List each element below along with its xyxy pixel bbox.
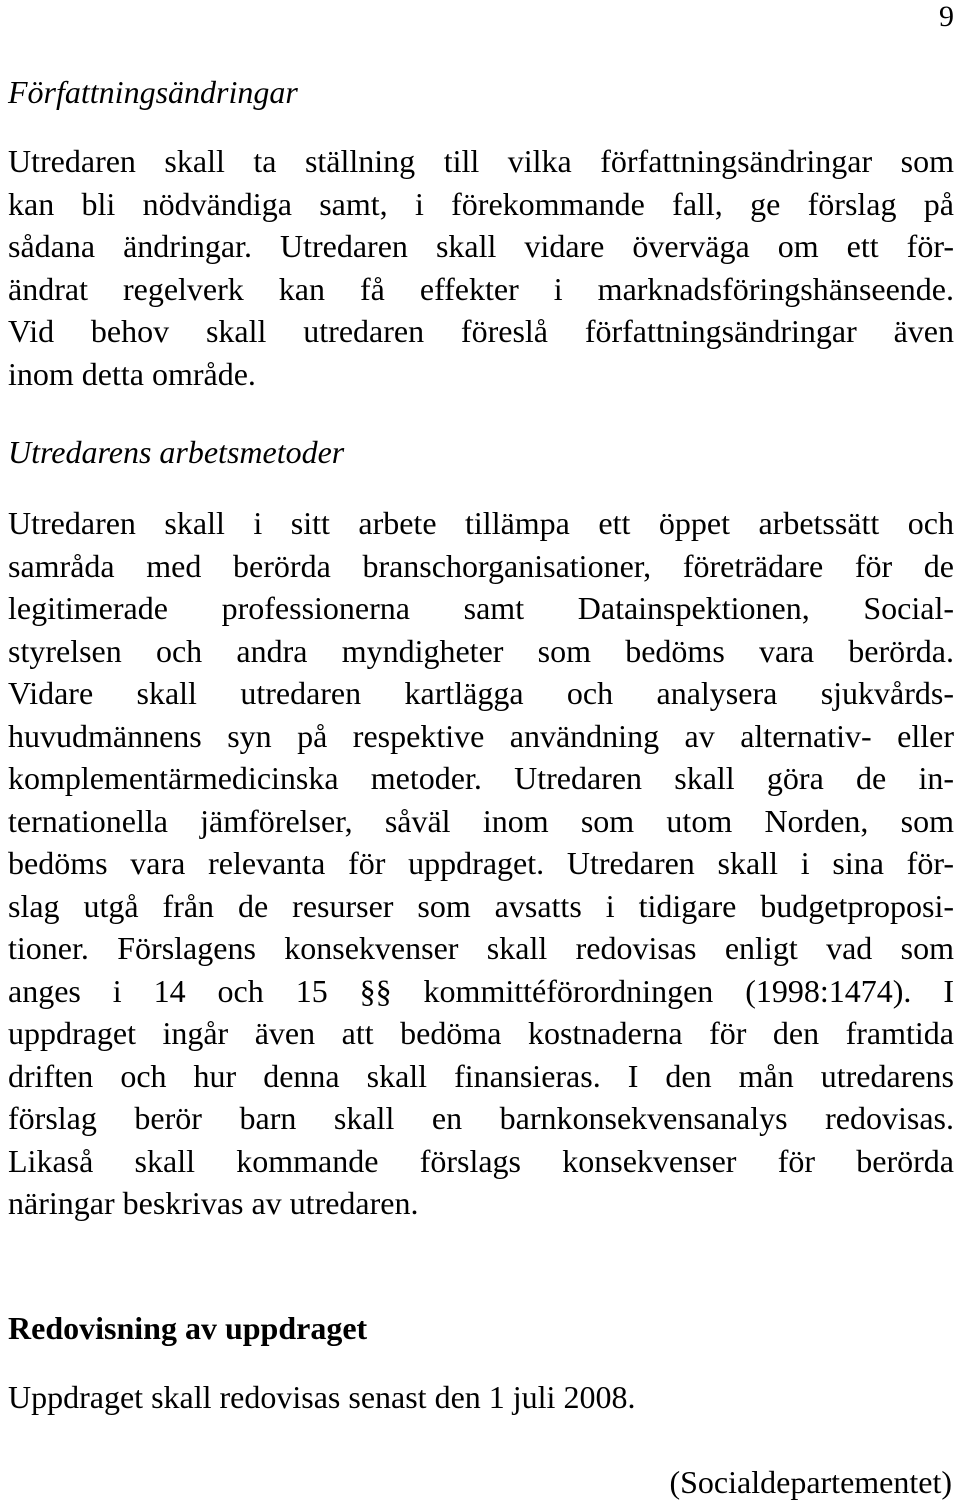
text-line: Utredaren skall i sitt arbete tillämpa ett öppet arbetssätt och xyxy=(8,505,954,541)
text-line: kan bli nödvändiga samt, i förekommande fall, ge förslag på xyxy=(8,185,954,222)
text-line: samråda med berörda branschorganisationer, företrädare för de xyxy=(8,547,954,584)
paragraph-methods xyxy=(8,502,954,1225)
paragraph-authoring-changes xyxy=(8,140,954,395)
text-line: Likaså skall kommande förslags konsekvenser för berörda xyxy=(8,1142,954,1179)
text-line: näringar beskrivas av utredaren. xyxy=(8,1185,419,1221)
text-line: förslag berör barn skall en barnkonsekvensanalys redovisas. xyxy=(8,1100,954,1136)
section-heading-methods: Utredarens arbetsmetoder xyxy=(8,434,345,470)
text-line: Vidare skall utredaren kartlägga och analysera sjukvårds- xyxy=(8,675,954,711)
text-line: komplementärmedicinska metoder. Utredaren skall göra de in- xyxy=(8,760,954,796)
text-line: styrelsen och andra myndigheter som bedöms vara berörda. xyxy=(8,632,954,669)
section-heading-authoring-changes: Författningsändringar xyxy=(8,74,298,110)
text-line: Utredaren skall ta ställning till vilka författningsändringar som xyxy=(8,143,954,179)
department-signature: (Socialdepartementet) xyxy=(669,1464,952,1500)
text-line: Vid behov skall utredaren föreslå författningsändringar även xyxy=(8,313,954,349)
page-number: 9 xyxy=(939,0,954,33)
text-line: huvudmännens syn på respektive användning av alternativ- eller xyxy=(8,717,954,754)
text-line: legitimerade professionerna samt Datainspektionen, Social- xyxy=(8,590,954,626)
text-line: ternationella jämförelser, såväl inom som utom Norden, som xyxy=(8,802,954,839)
section-heading-reporting: Redovisning av uppdraget xyxy=(8,1310,368,1346)
text-line: tioner. Förslagens konsekvenser skall redovisas enligt vad som xyxy=(8,930,954,966)
text-line: anges i 14 och 15 §§ kommittéförordningen (1998:1474). I xyxy=(8,972,954,1009)
text-line: Uppdraget skall redovisas senast den 1 juli 2008. xyxy=(8,1379,636,1415)
paragraph-reporting xyxy=(8,1376,954,1419)
text-line: bedöms vara relevanta för uppdraget. Utredaren skall i sina för- xyxy=(8,845,954,881)
text-line: sådana ändringar. Utredaren skall vidare överväga om ett för- xyxy=(8,228,954,264)
text-line: ändrat regelverk kan få effekter i marknadsföringshänseende. xyxy=(8,270,954,307)
text-line: inom detta område. xyxy=(8,355,256,392)
text-line: slag utgå från de resurser som avsatts i tidigare budgetproposi- xyxy=(8,887,954,924)
text-line: driften och hur denna skall finansieras. I den mån utredarens xyxy=(8,1057,954,1094)
text-line: uppdraget ingår även att bedöma kostnaderna för den framtida xyxy=(8,1015,954,1051)
